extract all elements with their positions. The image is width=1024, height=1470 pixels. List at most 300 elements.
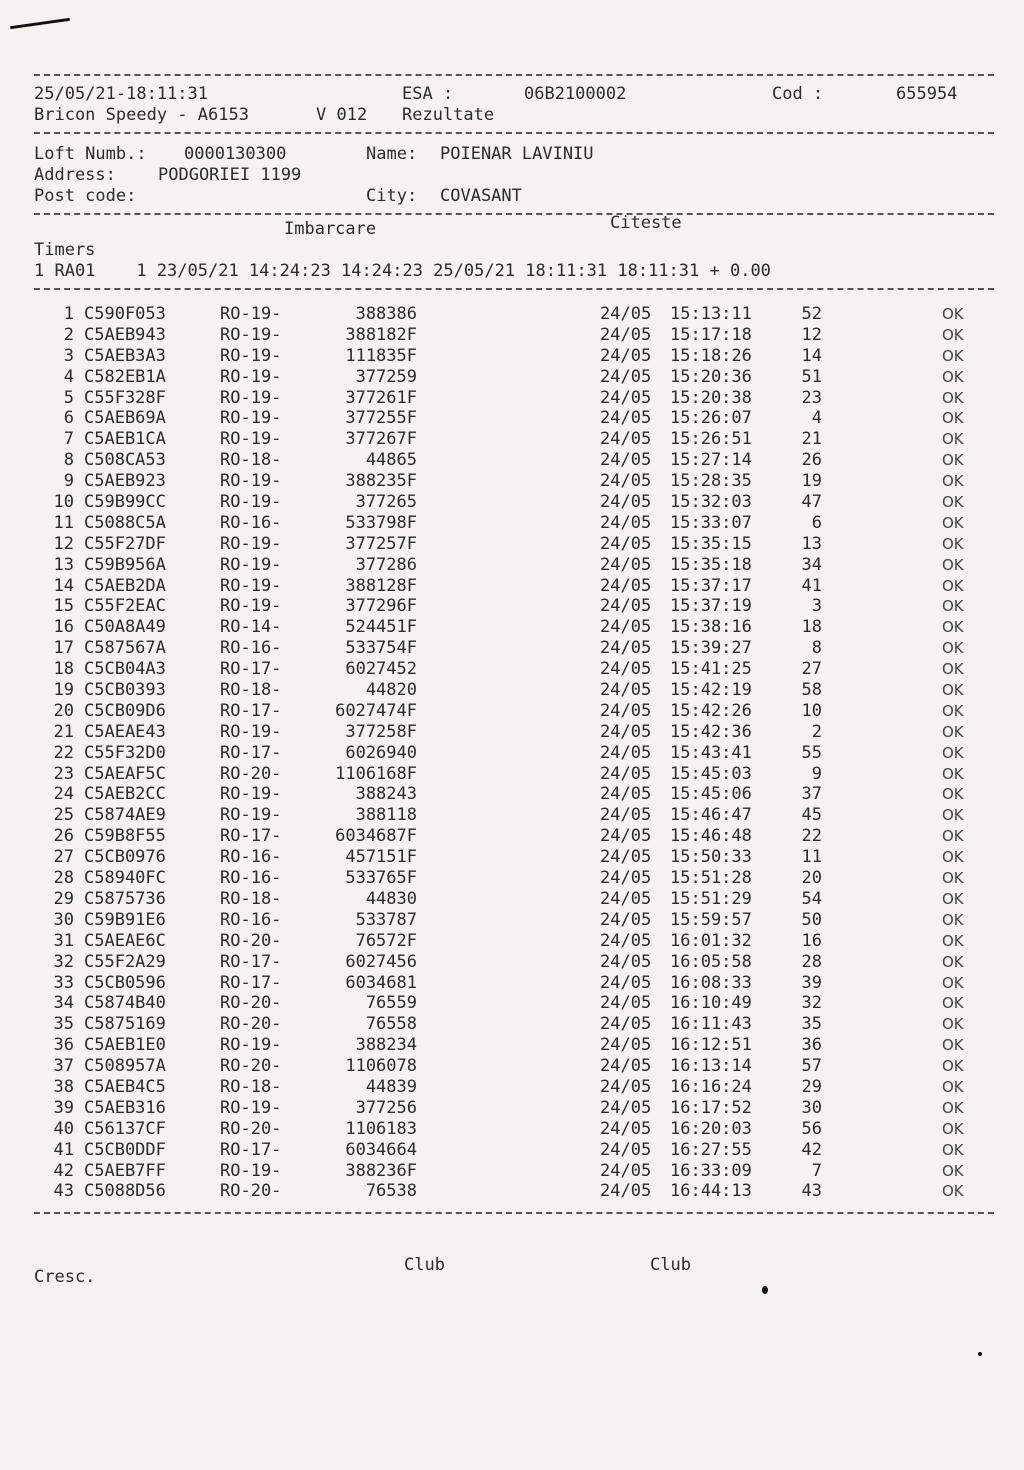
ring-number: 377255F [345, 408, 417, 429]
row-number: 33 [53, 972, 74, 993]
position: 50 [801, 909, 822, 930]
cod-label: Cod : [772, 84, 824, 104]
position: 43 [801, 1181, 822, 1202]
timers-block [34, 213, 994, 282]
arrival-date: 24/05 [600, 888, 652, 909]
status-ok: OK [942, 910, 964, 929]
position: 30 [801, 1097, 822, 1118]
ring-number: 533787 [355, 909, 417, 930]
ring-prefix: RO-19- [220, 596, 282, 617]
arrival-date: 24/05 [600, 575, 652, 596]
chip-id: C590F053 [84, 304, 166, 324]
table-row [34, 1014, 994, 1035]
row-number: 43 [53, 1181, 74, 1202]
ring-number: 6034664 [345, 1139, 417, 1160]
ring-number: 457151F [345, 847, 417, 868]
arrival-date: 24/05 [600, 909, 652, 930]
row-number: 7 [63, 429, 74, 450]
arrival-time: 16:27:55 [670, 1139, 752, 1160]
ring-prefix: RO-17- [220, 659, 282, 680]
ring-prefix: RO-19- [220, 721, 282, 742]
status-ok: OK [942, 931, 964, 950]
chip-id: C5AEB2CC [84, 784, 166, 805]
arrival-time: 15:20:38 [670, 387, 752, 408]
status-ok: OK [942, 430, 964, 449]
table-row [34, 638, 994, 659]
arrival-date: 24/05 [600, 1014, 652, 1035]
status-ok: OK [942, 305, 964, 323]
cresc-signature-label: Cresc. [34, 1267, 96, 1287]
row-number: 30 [53, 909, 74, 930]
table-row [34, 1035, 994, 1056]
arrival-date: 24/05 [600, 1056, 652, 1077]
arrival-time: 15:42:19 [670, 680, 752, 701]
table-row [34, 617, 994, 638]
position: 12 [801, 324, 822, 345]
table-row [34, 889, 994, 910]
row-number: 36 [53, 1035, 74, 1056]
arrival-time: 15:20:36 [670, 366, 752, 387]
position: 8 [811, 638, 822, 659]
row-number: 31 [53, 930, 74, 951]
ring-number: 388235F [345, 471, 417, 492]
arrival-time: 15:41:25 [670, 659, 752, 680]
status-ok: OK [942, 1098, 964, 1117]
status-ok: OK [942, 493, 964, 512]
status-ok: OK [942, 722, 964, 741]
arrival-date: 24/05 [600, 387, 652, 408]
chip-id: C5AEAF5C [84, 763, 166, 784]
status-ok: OK [942, 1161, 964, 1180]
status-ok: OK [942, 952, 964, 971]
arrival-time: 15:26:07 [670, 408, 752, 429]
row-number: 42 [53, 1160, 74, 1181]
position: 47 [801, 492, 822, 513]
chip-id: C56137CF [84, 1118, 166, 1139]
ring-number: 44820 [365, 680, 417, 701]
ring-number: 533765F [345, 868, 417, 889]
chip-id: C5874AE9 [84, 805, 166, 826]
arrival-time: 15:26:51 [670, 429, 752, 450]
status-ok: OK [942, 367, 964, 386]
table-row [34, 805, 994, 826]
status-ok: OK [942, 681, 964, 700]
ring-prefix: RO-18- [220, 1076, 282, 1097]
position: 14 [801, 345, 822, 366]
position: 4 [811, 408, 822, 429]
arrival-date: 24/05 [600, 993, 652, 1014]
ring-number: 6027474F [335, 700, 417, 721]
ring-number: 388182F [345, 324, 417, 345]
ring-number: 377259 [355, 366, 417, 387]
arrival-time: 16:10:49 [670, 993, 752, 1014]
ring-prefix: RO-14- [220, 617, 282, 638]
status-ok: OK [942, 451, 964, 470]
arrival-date: 24/05 [600, 471, 652, 492]
position: 58 [801, 680, 822, 701]
ring-prefix: RO-20- [220, 763, 282, 784]
position: 21 [801, 429, 822, 450]
position: 37 [801, 784, 822, 805]
table-row [34, 555, 994, 576]
status-ok: OK [942, 1077, 964, 1096]
arrival-time: 15:28:35 [670, 471, 752, 492]
arrival-date: 24/05 [600, 596, 652, 617]
chip-id: C5AEB3A3 [84, 345, 166, 366]
chip-id: C5CB04A3 [84, 659, 166, 680]
position: 11 [801, 847, 822, 868]
chip-id: C55F2A29 [84, 951, 166, 972]
status-ok: OK [942, 1057, 964, 1076]
status-ok: OK [942, 973, 964, 992]
chip-id: C5AEB1CA [84, 429, 166, 450]
row-number: 29 [53, 888, 74, 909]
table-row [34, 450, 994, 471]
status-ok: OK [942, 472, 964, 491]
arrival-date: 24/05 [600, 554, 652, 575]
ring-number: 388234 [355, 1035, 417, 1056]
status-ok: OK [942, 701, 964, 720]
position: 22 [801, 826, 822, 847]
arrival-time: 15:13:11 [670, 304, 752, 324]
status-ok: OK [942, 1119, 964, 1138]
arrival-date: 24/05 [600, 972, 652, 993]
table-row [34, 784, 994, 805]
position: 55 [801, 742, 822, 763]
position: 42 [801, 1139, 822, 1160]
arrival-time: 15:45:03 [670, 763, 752, 784]
position: 27 [801, 659, 822, 680]
row-number: 14 [53, 575, 74, 596]
ring-prefix: RO-19- [220, 304, 282, 324]
position: 57 [801, 1056, 822, 1077]
table-row [34, 952, 994, 973]
ring-prefix: RO-17- [220, 700, 282, 721]
row-number: 24 [53, 784, 74, 805]
table-row [34, 388, 994, 409]
row-number: 8 [63, 450, 74, 471]
ring-prefix: RO-19- [220, 805, 282, 826]
chip-id: C5CB09D6 [84, 700, 166, 721]
table-row [34, 973, 994, 994]
arrival-date: 24/05 [600, 784, 652, 805]
arrival-date: 24/05 [600, 345, 652, 366]
ring-number: 377296F [345, 596, 417, 617]
ring-number: 533754F [345, 638, 417, 659]
chip-id: C50A8A49 [84, 617, 166, 638]
loft-number: 0000130300 [184, 144, 287, 164]
arrival-time: 15:32:03 [670, 492, 752, 513]
arrival-date: 24/05 [600, 533, 652, 554]
status-ok: OK [942, 555, 964, 574]
ring-prefix: RO-19- [220, 387, 282, 408]
chip-id: C59B8F55 [84, 826, 166, 847]
position: 6 [811, 512, 822, 533]
divider [34, 288, 994, 290]
status-ok: OK [942, 848, 964, 867]
status-ok: OK [942, 743, 964, 762]
table-row [34, 596, 994, 617]
ring-prefix: RO-19- [220, 324, 282, 345]
ring-prefix: RO-16- [220, 638, 282, 659]
status-ok: OK [942, 869, 964, 888]
ring-prefix: RO-19- [220, 408, 282, 429]
table-row [34, 576, 994, 597]
status-ok: OK [942, 346, 964, 365]
ring-number: 377265 [355, 492, 417, 513]
arrival-date: 24/05 [600, 763, 652, 784]
position: 34 [801, 554, 822, 575]
results-sheet [34, 74, 994, 1214]
status-ok: OK [942, 994, 964, 1013]
row-number: 16 [53, 617, 74, 638]
row-number: 20 [53, 700, 74, 721]
arrival-date: 24/05 [600, 1160, 652, 1181]
table-row [34, 868, 994, 889]
position: 26 [801, 450, 822, 471]
ring-prefix: RO-20- [220, 1181, 282, 1202]
position: 20 [801, 868, 822, 889]
arrival-date: 24/05 [600, 512, 652, 533]
ring-prefix: RO-19- [220, 429, 282, 450]
row-number: 9 [63, 471, 74, 492]
ring-number: 388386 [355, 304, 417, 324]
ring-prefix: RO-16- [220, 868, 282, 889]
status-ok: OK [942, 1036, 964, 1055]
arrival-date: 24/05 [600, 617, 652, 638]
arrival-date: 24/05 [600, 1076, 652, 1097]
chip-id: C5AEB2DA [84, 575, 166, 596]
arrival-date: 24/05 [600, 1035, 652, 1056]
arrival-date: 24/05 [600, 847, 652, 868]
arrival-date: 24/05 [600, 700, 652, 721]
table-row [34, 1119, 994, 1140]
ring-prefix: RO-17- [220, 742, 282, 763]
position: 23 [801, 387, 822, 408]
chip-id: C55F2EAC [84, 596, 166, 617]
arrival-date: 24/05 [600, 805, 652, 826]
ring-number: 1106078 [345, 1056, 417, 1077]
position: 36 [801, 1035, 822, 1056]
ring-prefix: RO-19- [220, 533, 282, 554]
arrival-date: 24/05 [600, 930, 652, 951]
divider [34, 74, 994, 76]
ring-number: 377257F [345, 533, 417, 554]
table-row [34, 513, 994, 534]
status-ok: OK [942, 660, 964, 679]
position: 28 [801, 951, 822, 972]
status-ok: OK [942, 576, 964, 595]
arrival-time: 15:35:15 [670, 533, 752, 554]
table-row [34, 346, 994, 367]
post-code-label: Post code: [34, 186, 137, 206]
arrival-date: 24/05 [600, 742, 652, 763]
chip-id: C5874B40 [84, 993, 166, 1014]
club-signature-label: Club [404, 1255, 445, 1275]
position: 35 [801, 1014, 822, 1035]
chip-id: C59B99CC [84, 492, 166, 513]
ring-prefix: RO-19- [220, 345, 282, 366]
row-number: 18 [53, 659, 74, 680]
chip-id: C55F27DF [84, 533, 166, 554]
position: 2 [811, 721, 822, 742]
arrival-time: 16:13:14 [670, 1056, 752, 1077]
table-row [34, 680, 994, 701]
arrival-time: 15:18:26 [670, 345, 752, 366]
position: 19 [801, 471, 822, 492]
chip-id: C59B956A [84, 554, 166, 575]
ring-number: 76538 [365, 1181, 417, 1202]
arrival-date: 24/05 [600, 826, 652, 847]
arrival-date: 24/05 [600, 324, 652, 345]
table-row [34, 1056, 994, 1077]
row-number: 26 [53, 826, 74, 847]
table-row [34, 408, 994, 429]
ring-number: 388236F [345, 1160, 417, 1181]
arrival-time: 15:35:18 [670, 554, 752, 575]
divider [34, 1212, 994, 1214]
chip-id: C5AEAE43 [84, 721, 166, 742]
ring-prefix: RO-19- [220, 1035, 282, 1056]
ring-prefix: RO-20- [220, 1014, 282, 1035]
chip-id: C55F328F [84, 387, 166, 408]
cod-value: 655954 [896, 84, 958, 104]
row-number: 12 [53, 533, 74, 554]
table-row [34, 304, 994, 325]
timer-line: 1 RA01 1 23/05/21 14:24:23 14:24:23 25/05/21 18:11:31 18:11:31 + 0.00 [34, 261, 771, 281]
ring-number: 377267F [345, 429, 417, 450]
ring-prefix: RO-20- [220, 930, 282, 951]
imbarcare-label: Imbarcare [284, 219, 377, 239]
row-number: 25 [53, 805, 74, 826]
city-label: City: [366, 186, 418, 206]
row-number: 23 [53, 763, 74, 784]
ring-number: 6027456 [345, 951, 417, 972]
arrival-date: 24/05 [600, 492, 652, 513]
arrival-date: 24/05 [600, 366, 652, 387]
device-name: Bricon Speedy - A6153 [34, 105, 249, 125]
arrival-date: 24/05 [600, 868, 652, 889]
table-row [34, 722, 994, 743]
chip-id: C5AEB1E0 [84, 1035, 166, 1056]
ring-number: 388243 [355, 784, 417, 805]
chip-id: C5CB0976 [84, 847, 166, 868]
table-row [34, 1140, 994, 1161]
ring-number: 533798F [345, 512, 417, 533]
arrival-date: 24/05 [600, 659, 652, 680]
table-row [34, 325, 994, 346]
position: 32 [801, 993, 822, 1014]
arrival-time: 16:12:51 [670, 1035, 752, 1056]
arrival-time: 15:42:36 [670, 721, 752, 742]
arrival-time: 15:37:17 [670, 575, 752, 596]
ring-number: 76572F [355, 930, 417, 951]
arrival-date: 24/05 [600, 408, 652, 429]
status-ok: OK [942, 827, 964, 846]
ring-number: 377256 [355, 1097, 417, 1118]
table-row [34, 367, 994, 388]
ring-number: 388118 [355, 805, 417, 826]
row-number: 34 [53, 993, 74, 1014]
row-number: 35 [53, 1014, 74, 1035]
report-mode: Rezultate [402, 105, 495, 125]
table-row [34, 1098, 994, 1119]
position: 45 [801, 805, 822, 826]
chip-id: C5CB0596 [84, 972, 166, 993]
row-number: 19 [53, 680, 74, 701]
ring-number: 377261F [345, 387, 417, 408]
owner-city: COVASANT [440, 186, 522, 206]
esa-label: ESA : [402, 84, 454, 104]
arrival-date: 24/05 [600, 1118, 652, 1139]
status-ok: OK [942, 513, 964, 532]
row-number: 11 [53, 512, 74, 533]
arrival-time: 15:33:07 [670, 512, 752, 533]
arrival-date: 24/05 [600, 1139, 652, 1160]
table-row [34, 910, 994, 931]
ring-prefix: RO-19- [220, 492, 282, 513]
chip-id: C5AEB923 [84, 471, 166, 492]
ring-prefix: RO-16- [220, 847, 282, 868]
table-row [34, 847, 994, 868]
row-number: 38 [53, 1076, 74, 1097]
ring-prefix: RO-20- [220, 1118, 282, 1139]
table-row [34, 764, 994, 785]
ring-number: 6027452 [345, 659, 417, 680]
arrival-date: 24/05 [600, 450, 652, 471]
arrival-time: 15:39:27 [670, 638, 752, 659]
chip-id: C5088D56 [84, 1181, 166, 1202]
row-number: 2 [63, 324, 74, 345]
arrival-time: 15:42:26 [670, 700, 752, 721]
owner-name: POIENAR LAVINIU [440, 144, 594, 164]
status-ok: OK [942, 1182, 964, 1201]
status-ok: OK [942, 409, 964, 428]
row-number: 5 [63, 387, 74, 408]
header-block [34, 84, 994, 126]
divider [34, 132, 994, 134]
row-number: 37 [53, 1056, 74, 1077]
table-row [34, 1161, 994, 1182]
arrival-time: 15:50:33 [670, 847, 752, 868]
position: 39 [801, 972, 822, 993]
chip-id: C5CB0DDF [84, 1139, 166, 1160]
status-ok: OK [942, 1015, 964, 1034]
arrival-time: 15:46:47 [670, 805, 752, 826]
arrival-time: 15:45:06 [670, 784, 752, 805]
status-ok: OK [942, 785, 964, 804]
chip-id: C5AEB316 [84, 1097, 166, 1118]
pen-mark [10, 18, 70, 29]
arrival-time: 15:51:29 [670, 888, 752, 909]
arrival-date: 24/05 [600, 429, 652, 450]
arrival-time: 16:20:03 [670, 1118, 752, 1139]
ring-prefix: RO-17- [220, 1139, 282, 1160]
row-number: 13 [53, 554, 74, 575]
status-ok: OK [942, 639, 964, 658]
address-label: Address: [34, 165, 116, 185]
table-row [34, 534, 994, 555]
arrival-time: 16:05:58 [670, 951, 752, 972]
status-ok: OK [942, 325, 964, 344]
arrival-time: 16:08:33 [670, 972, 752, 993]
loft-label: Loft Numb.: [34, 144, 147, 164]
position: 16 [801, 930, 822, 951]
row-number: 3 [63, 345, 74, 366]
arrival-date: 24/05 [600, 1097, 652, 1118]
row-number: 21 [53, 721, 74, 742]
arrival-time: 15:59:57 [670, 909, 752, 930]
